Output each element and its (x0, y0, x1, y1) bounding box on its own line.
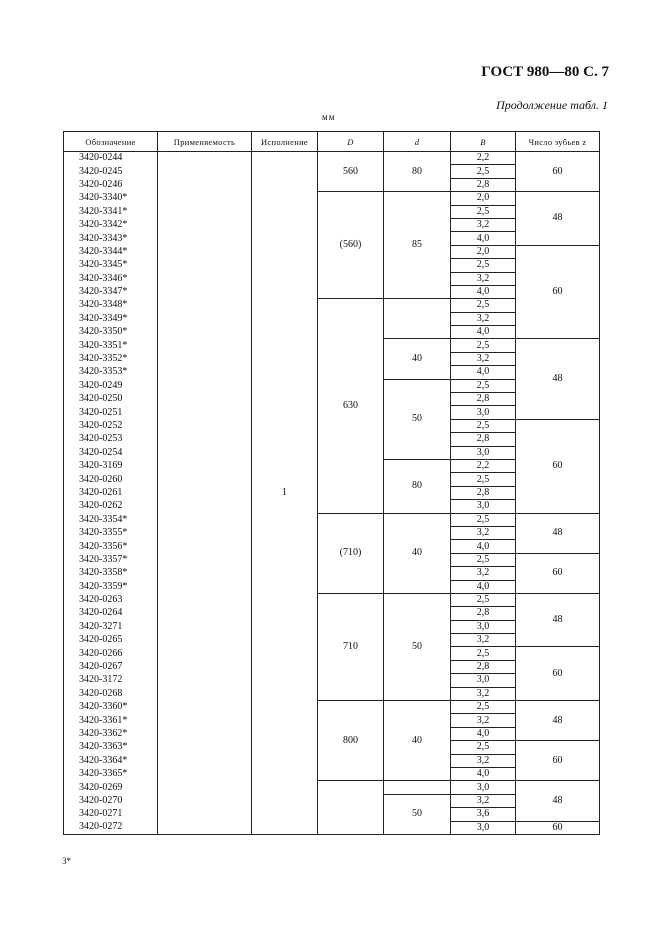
designation-cell: 3420-0246 (64, 178, 158, 191)
footnote: 3* (62, 856, 71, 866)
applicability-cell (158, 526, 252, 539)
teeth-count-cell: 60 (516, 553, 600, 593)
gear-table (63, 131, 600, 835)
designation-cell: 3420-3349* (64, 312, 158, 325)
outer-diameter-cell: (560) (318, 192, 384, 299)
applicability-cell (158, 593, 252, 606)
unit-label: мм (322, 112, 336, 122)
width-cell: 3,2 (451, 567, 516, 580)
width-cell: 2,5 (451, 741, 516, 754)
width-cell: 3,0 (451, 821, 516, 834)
width-cell: 2,0 (451, 245, 516, 258)
table-row (64, 513, 600, 526)
designation-cell: 3420-0266 (64, 647, 158, 660)
designation-cell: 3420-3362* (64, 727, 158, 740)
teeth-count-cell: 48 (516, 593, 600, 647)
width-cell: 3,2 (451, 687, 516, 700)
applicability-cell (158, 192, 252, 205)
width-cell: 4,0 (451, 232, 516, 245)
designation-cell: 3420-3169 (64, 459, 158, 472)
designation-cell: 3420-3356* (64, 540, 158, 553)
applicability-cell (158, 379, 252, 392)
table-header-row (64, 132, 600, 152)
applicability-cell (158, 366, 252, 379)
bore-diameter-cell: 80 (384, 459, 451, 513)
teeth-count-cell: 48 (516, 781, 600, 821)
width-cell: 2,5 (451, 553, 516, 566)
width-cell: 3,2 (451, 312, 516, 325)
teeth-count-cell: 48 (516, 339, 600, 419)
width-cell: 2,5 (451, 339, 516, 352)
designation-cell: 3420-3365* (64, 767, 158, 780)
designation-cell: 3420-0270 (64, 794, 158, 807)
designation-cell: 3420-0262 (64, 500, 158, 513)
applicability-cell (158, 245, 252, 258)
table-row (64, 701, 600, 714)
designation-cell: 3420-0245 (64, 165, 158, 178)
width-cell: 3,0 (451, 674, 516, 687)
applicability-cell (158, 687, 252, 700)
designation-cell: 3420-3364* (64, 754, 158, 767)
col-header-d: d (384, 132, 451, 152)
width-cell: 2,5 (451, 593, 516, 606)
applicability-cell (158, 406, 252, 419)
bore-diameter-cell: 40 (384, 339, 451, 379)
applicability-cell (158, 205, 252, 218)
bore-diameter-cell: 50 (384, 379, 451, 459)
designation-cell: 3420-3351* (64, 339, 158, 352)
bore-diameter-cell: 40 (384, 701, 451, 781)
designation-cell: 3420-3341* (64, 205, 158, 218)
teeth-count-cell: 48 (516, 192, 600, 246)
designation-cell: 3420-3350* (64, 326, 158, 339)
designation-cell: 3420-3348* (64, 299, 158, 312)
applicability-cell (158, 339, 252, 352)
designation-cell: 3420-3361* (64, 714, 158, 727)
outer-diameter-cell (318, 781, 384, 835)
page-header: ГОСТ 980—80 С. 7 (481, 64, 609, 80)
applicability-cell (158, 486, 252, 499)
applicability-cell (158, 808, 252, 821)
width-cell: 2,8 (451, 660, 516, 673)
designation-cell: 3420-3271 (64, 620, 158, 633)
bore-diameter-cell (384, 299, 451, 339)
applicability-cell (158, 272, 252, 285)
applicability-cell (158, 285, 252, 298)
width-cell: 2,5 (451, 473, 516, 486)
applicability-cell (158, 419, 252, 432)
teeth-count-cell: 48 (516, 701, 600, 741)
designation-cell: 3420-3340* (64, 192, 158, 205)
width-cell: 2,2 (451, 459, 516, 472)
applicability-cell (158, 152, 252, 165)
designation-cell: 3420-0250 (64, 393, 158, 406)
width-cell: 2,5 (451, 259, 516, 272)
applicability-cell (158, 821, 252, 834)
applicability-cell (158, 473, 252, 486)
width-cell: 4,0 (451, 727, 516, 740)
designation-cell: 3420-0244 (64, 152, 158, 165)
applicability-cell (158, 326, 252, 339)
designation-cell: 3420-0265 (64, 634, 158, 647)
width-cell: 3,6 (451, 808, 516, 821)
applicability-cell (158, 553, 252, 566)
width-cell: 2,5 (451, 379, 516, 392)
designation-cell: 3420-0254 (64, 446, 158, 459)
width-cell: 2,8 (451, 486, 516, 499)
applicability-cell (158, 299, 252, 312)
applicability-cell (158, 312, 252, 325)
bore-diameter-cell: 50 (384, 593, 451, 700)
applicability-cell (158, 459, 252, 472)
teeth-count-cell: 60 (516, 419, 600, 513)
version-cell: 1 (252, 152, 318, 835)
width-cell: 2,8 (451, 607, 516, 620)
width-cell: 4,0 (451, 767, 516, 780)
width-cell: 2,2 (451, 152, 516, 165)
applicability-cell (158, 446, 252, 459)
applicability-cell (158, 232, 252, 245)
width-cell: 3,2 (451, 352, 516, 365)
width-cell: 3,0 (451, 406, 516, 419)
width-cell: 2,5 (451, 513, 516, 526)
col-header-designation: Обозначение (64, 132, 158, 152)
width-cell: 2,5 (451, 165, 516, 178)
applicability-cell (158, 767, 252, 780)
col-header-version: Исполнение (252, 132, 318, 152)
designation-cell: 3420-0268 (64, 687, 158, 700)
bore-diameter-cell: 50 (384, 794, 451, 834)
designation-cell: 3420-0251 (64, 406, 158, 419)
designation-cell: 3420-3343* (64, 232, 158, 245)
width-cell: 3,2 (451, 634, 516, 647)
width-cell: 2,5 (451, 299, 516, 312)
width-cell: 2,0 (451, 192, 516, 205)
width-cell: 3,2 (451, 526, 516, 539)
width-cell: 3,2 (451, 754, 516, 767)
applicability-cell (158, 607, 252, 620)
applicability-cell (158, 794, 252, 807)
applicability-cell (158, 567, 252, 580)
outer-diameter-cell: 800 (318, 701, 384, 781)
applicability-cell (158, 393, 252, 406)
designation-cell: 3420-3352* (64, 352, 158, 365)
designation-cell: 3420-3359* (64, 580, 158, 593)
applicability-cell (158, 634, 252, 647)
table-row (64, 152, 600, 165)
width-cell: 4,0 (451, 580, 516, 593)
width-cell: 3,0 (451, 620, 516, 633)
designation-cell: 3420-0261 (64, 486, 158, 499)
outer-diameter-cell: 630 (318, 299, 384, 513)
applicability-cell (158, 500, 252, 513)
applicability-cell (158, 660, 252, 673)
applicability-cell (158, 513, 252, 526)
width-cell: 2,5 (451, 701, 516, 714)
width-cell: 4,0 (451, 366, 516, 379)
applicability-cell (158, 620, 252, 633)
designation-cell: 3420-3172 (64, 674, 158, 687)
designation-cell: 3420-3345* (64, 259, 158, 272)
applicability-cell (158, 178, 252, 191)
applicability-cell (158, 540, 252, 553)
width-cell: 2,8 (451, 393, 516, 406)
width-cell: 3,0 (451, 500, 516, 513)
bore-diameter-cell: 85 (384, 192, 451, 299)
designation-cell: 3420-0253 (64, 433, 158, 446)
applicability-cell (158, 781, 252, 794)
width-cell: 3,0 (451, 781, 516, 794)
bore-diameter-cell: 40 (384, 513, 451, 593)
width-cell: 2,8 (451, 178, 516, 191)
applicability-cell (158, 727, 252, 740)
applicability-cell (158, 647, 252, 660)
designation-cell: 3420-3363* (64, 741, 158, 754)
designation-cell: 3420-0249 (64, 379, 158, 392)
designation-cell: 3420-0252 (64, 419, 158, 432)
applicability-cell (158, 352, 252, 365)
outer-diameter-cell: 710 (318, 593, 384, 700)
width-cell: 3,0 (451, 446, 516, 459)
width-cell: 4,0 (451, 326, 516, 339)
designation-cell: 3420-0263 (64, 593, 158, 606)
teeth-count-cell: 48 (516, 513, 600, 553)
designation-cell: 3420-3342* (64, 218, 158, 231)
designation-cell: 3420-0267 (64, 660, 158, 673)
designation-cell: 3420-3355* (64, 526, 158, 539)
applicability-cell (158, 433, 252, 446)
designation-cell: 3420-3357* (64, 553, 158, 566)
teeth-count-cell: 60 (516, 152, 600, 192)
table-row (64, 781, 600, 794)
applicability-cell (158, 218, 252, 231)
bore-diameter-cell: 80 (384, 152, 451, 192)
table-row (64, 593, 600, 606)
designation-cell: 3420-3344* (64, 245, 158, 258)
width-cell: 3,2 (451, 794, 516, 807)
designation-cell: 3420-3353* (64, 366, 158, 379)
width-cell: 2,5 (451, 647, 516, 660)
teeth-count-cell: 60 (516, 647, 600, 701)
designation-cell: 3420-0271 (64, 808, 158, 821)
applicability-cell (158, 714, 252, 727)
teeth-count-cell: 60 (516, 741, 600, 781)
designation-cell: 3420-0269 (64, 781, 158, 794)
designation-cell: 3420-0260 (64, 473, 158, 486)
width-cell: 2,5 (451, 419, 516, 432)
width-cell: 4,0 (451, 540, 516, 553)
width-cell: 4,0 (451, 285, 516, 298)
col-header-applicability: Применяемость (158, 132, 252, 152)
applicability-cell (158, 674, 252, 687)
table-continuation-label: Продолжение табл. 1 (496, 98, 608, 112)
bore-diameter-cell (384, 781, 451, 794)
applicability-cell (158, 165, 252, 178)
table-row (64, 192, 600, 205)
applicability-cell (158, 701, 252, 714)
teeth-count-cell: 60 (516, 821, 600, 834)
col-header-B: B (451, 132, 516, 152)
width-cell: 3,2 (451, 714, 516, 727)
outer-diameter-cell: 560 (318, 152, 384, 192)
width-cell: 2,5 (451, 205, 516, 218)
designation-cell: 3420-0272 (64, 821, 158, 834)
designation-cell: 3420-0264 (64, 607, 158, 620)
col-header-D: D (318, 132, 384, 152)
applicability-cell (158, 580, 252, 593)
designation-cell: 3420-3346* (64, 272, 158, 285)
applicability-cell (158, 259, 252, 272)
designation-cell: 3420-3358* (64, 567, 158, 580)
table-body (64, 152, 600, 835)
applicability-cell (158, 754, 252, 767)
outer-diameter-cell: (710) (318, 513, 384, 593)
width-cell: 3,2 (451, 218, 516, 231)
designation-cell: 3420-3347* (64, 285, 158, 298)
width-cell: 3,2 (451, 272, 516, 285)
designation-cell: 3420-3354* (64, 513, 158, 526)
designation-cell: 3420-3360* (64, 701, 158, 714)
col-header-teeth: Число зубьев z (516, 132, 600, 152)
applicability-cell (158, 741, 252, 754)
teeth-count-cell: 60 (516, 245, 600, 339)
width-cell: 2,8 (451, 433, 516, 446)
